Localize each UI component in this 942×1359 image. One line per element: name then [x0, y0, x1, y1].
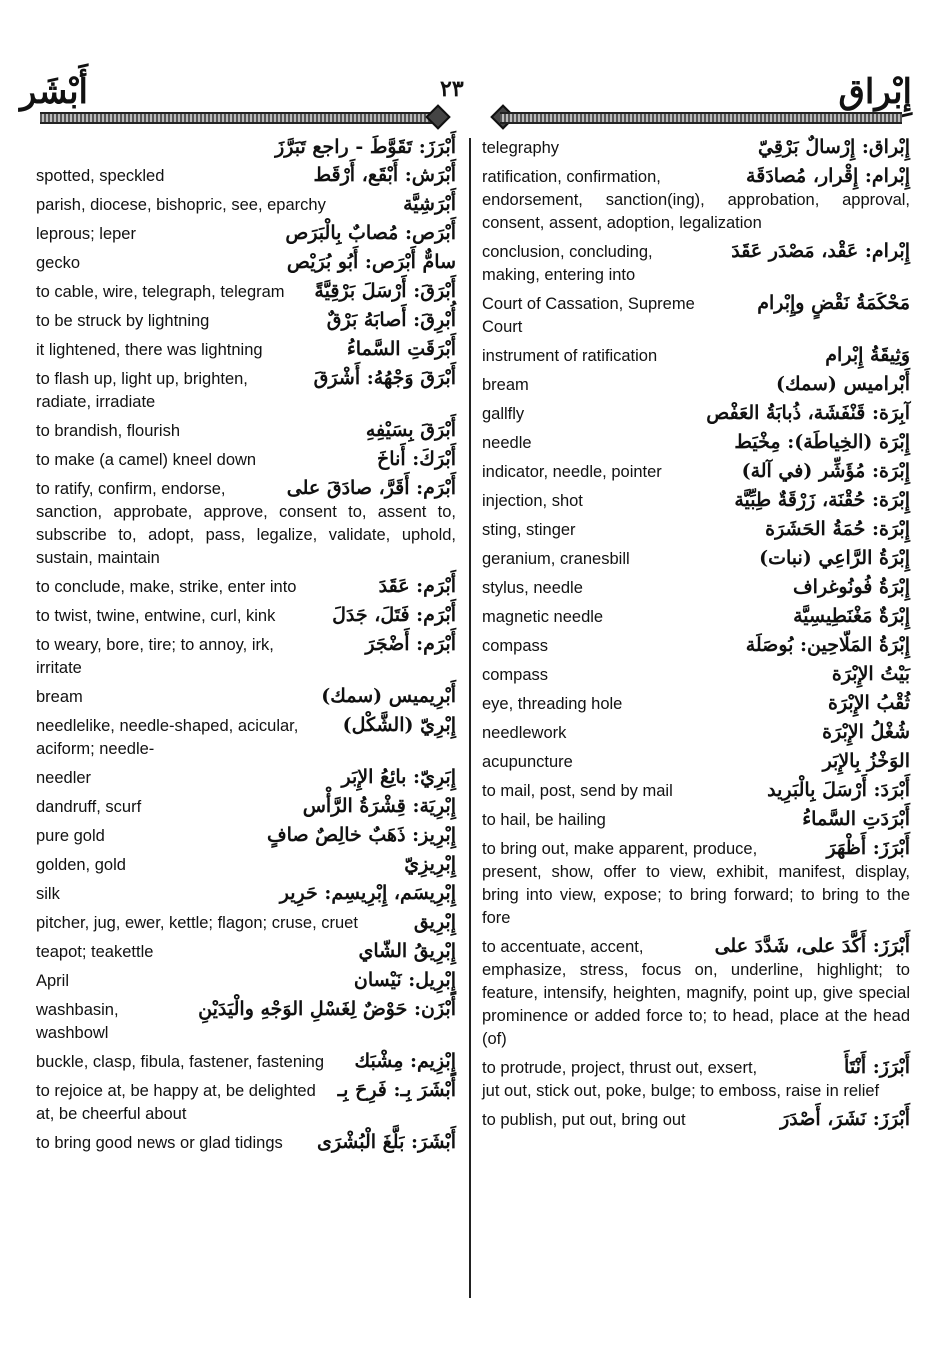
column-divider	[469, 138, 471, 1298]
english-definition: golden, gold	[36, 856, 126, 874]
entry-line	[36, 338, 456, 362]
page-header	[0, 62, 942, 112]
entry-line	[36, 136, 456, 159]
entry-line	[36, 940, 456, 964]
dictionary-entry	[482, 935, 910, 1051]
english-definition: to make (a camel) kneel down	[36, 451, 257, 469]
english-definition: to ratify, confirm, endorse,	[36, 480, 226, 498]
entry-line	[36, 309, 456, 333]
english-definition-continued: at, be cheerful about	[36, 1105, 187, 1123]
arabic-headword: أَبْرَشِيَّة	[403, 193, 456, 215]
dictionary-entry	[482, 721, 910, 745]
english-definition: to flash up, light up, brighten,	[36, 370, 248, 388]
dictionary-entry	[36, 766, 456, 790]
entry-line	[36, 882, 456, 906]
english-definition: dandruff, scurf	[36, 798, 142, 816]
english-definition: to cable, wire, telegraph, telegram	[36, 283, 285, 301]
english-definition: bream	[36, 688, 83, 706]
entry-line	[36, 604, 456, 628]
english-definition: to be struck by lightning	[36, 312, 210, 330]
dictionary-entry	[36, 969, 456, 993]
english-definition: to conclude, make, strike, enter into	[36, 578, 297, 596]
arabic-headword: أَبْرَزَ: أَكَّدَ على، شَدَّدَ على	[714, 935, 910, 957]
english-definition: stylus, needle	[482, 579, 583, 597]
english-definition: pitcher, jug, ewer, kettle; flagon; cruse, cruet	[36, 914, 358, 932]
english-definition: to bring out, make apparent, produce,	[482, 840, 758, 858]
english-definition: telegraphy	[482, 139, 560, 157]
entry-line	[482, 692, 910, 716]
english-definition: silk	[36, 885, 60, 903]
header-rule-left	[40, 112, 438, 124]
arabic-headword: آبِرَة: قَنْفَشَة، ذُبابَةُ العَفْص	[706, 402, 910, 424]
entry-line	[36, 193, 456, 217]
dictionary-entry	[482, 692, 910, 716]
dictionary-entry	[36, 714, 456, 761]
dictionary-entry	[482, 518, 910, 542]
dictionary-entry	[36, 1079, 456, 1126]
arabic-headword: أَبْشَرَ بِـ: فَرِحَ بِـ	[337, 1079, 456, 1101]
english-definition-continued: making, entering into	[482, 266, 636, 284]
english-definition: buckle, clasp, fibula, fastener, fastening	[36, 1053, 325, 1071]
arabic-headword: إِبْرَة: حُمَةُ الحَشَرَة	[765, 518, 910, 540]
english-definition: indicator, needle, pointer	[482, 463, 662, 481]
arabic-headword: أَبْراميس (سمك)	[776, 373, 910, 395]
arabic-headword: إِبْراق: إِرْسالٌ بَرْقِيّ	[758, 136, 910, 158]
arabic-headword: أَبْزَن: حَوْضٌ لِغَسْلِ الوَجْهِ والْيَدَيْنِ	[198, 998, 456, 1020]
dictionary-entry	[36, 419, 456, 443]
entry-line	[36, 280, 456, 304]
english-definition: acupuncture	[482, 753, 573, 771]
english-definition: needler	[36, 769, 92, 787]
dictionary-entry	[36, 575, 456, 599]
entry-line	[36, 477, 456, 501]
dictionary-entry	[482, 663, 910, 687]
english-definition: ratification, confirmation,	[482, 168, 661, 186]
entry-line	[482, 605, 910, 629]
entry-line	[482, 663, 910, 687]
entry-line	[36, 448, 456, 472]
entry-line	[482, 165, 910, 189]
english-definition-continued: present, show, offer to view, exhibit, manifest, display, bring into view, expose; to bring forward; to bring to the fore	[482, 863, 910, 927]
arabic-headword: سامٌّ أَبْرَص: أَبُو بُرَيْص	[286, 251, 456, 273]
arabic-headword: إِبْرِيقُ الشّاي	[358, 940, 456, 962]
english-definition-continued: endorsement, sanction(ing), approbation, approval, consent, assent, adoption, legalization	[482, 191, 910, 232]
entry-line	[482, 547, 910, 571]
entry-line	[482, 136, 910, 160]
english-definition: spotted, speckled	[36, 167, 165, 185]
dictionary-entry	[482, 1108, 910, 1132]
dictionary-entry	[482, 808, 910, 832]
dictionary-entry	[36, 367, 456, 414]
entry-line	[36, 633, 456, 657]
entry-line	[36, 998, 456, 1045]
dictionary-entry	[36, 1050, 456, 1074]
english-definition: to accentuate, accent,	[482, 938, 644, 956]
english-definition: conclusion, concluding,	[482, 243, 653, 261]
entry-line	[482, 402, 910, 426]
entry-line	[482, 779, 910, 803]
arabic-headword: أَبْرَزَ: نَشَرَ، أَصْدَرَ	[780, 1108, 910, 1130]
dictionary-entry	[482, 547, 910, 571]
arabic-headword: شُغْلُ الإِبْرَة	[822, 721, 910, 743]
dictionary-entry	[482, 292, 910, 339]
english-definition: to hail, be hailing	[482, 811, 606, 829]
english-definition-continued: Court	[482, 318, 523, 336]
arabic-headword: أَبْرَكَ: أَناخَ	[377, 448, 456, 470]
entry-line	[36, 575, 456, 599]
english-definition: sting, stinger	[482, 521, 576, 539]
english-definition: to brandish, flourish	[36, 422, 180, 440]
english-definition: needle	[482, 434, 532, 452]
dictionary-entry	[36, 824, 456, 848]
arabic-headword: أَبْرَش: أَبْقَع، أَرْقَط	[313, 164, 456, 186]
arabic-headword: أَبْرَقَ: أَرْسَلَ بَرْقِيَّةً	[314, 280, 456, 302]
arabic-headword: إِبْرام: إِقْرار، مُصادَقَة	[746, 165, 910, 187]
dictionary-entry	[482, 136, 910, 160]
arabic-headword: إِبَرِيّ: بائِعُ الإِبَر	[341, 766, 456, 788]
entry-line	[482, 576, 910, 600]
entry-line	[36, 1050, 456, 1074]
english-definition: Court of Cassation, Supreme	[482, 295, 695, 313]
entry-line	[482, 1108, 910, 1132]
entry-line	[36, 714, 456, 738]
dictionary-entry	[482, 576, 910, 600]
left-column	[36, 136, 456, 1160]
dictionary-entry	[36, 309, 456, 333]
dictionary-entry	[482, 165, 910, 235]
english-definition: to mail, post, send by mail	[482, 782, 673, 800]
arabic-headword: إِبْرِيسَم، إِبْرِيسِم: حَرِير	[279, 882, 456, 904]
english-definition: compass	[482, 637, 549, 655]
english-definition: washbasin, washbowl	[36, 1001, 119, 1042]
entry-line	[36, 1079, 456, 1103]
dictionary-entry	[36, 448, 456, 472]
english-definition: pure gold	[36, 827, 105, 845]
arabic-headword: أَبْرَص: مُصابٌ بِالْبَرَص	[285, 222, 456, 244]
guide-word-left: أَبْشَر	[20, 72, 88, 112]
arabic-headword: أَبْرَم: أَقَرَّ، صادَقَ على	[286, 477, 456, 499]
entry-line	[36, 766, 456, 790]
entry-line	[36, 911, 456, 935]
entry-line	[482, 489, 910, 513]
entry-line	[36, 824, 456, 848]
english-definition: to protrude, project, thrust out, exsert,	[482, 1059, 758, 1077]
entry-line	[482, 634, 910, 658]
entry-line	[482, 837, 910, 861]
dictionary-entry	[36, 998, 456, 1045]
entry-line	[36, 1131, 456, 1155]
english-definition-continued: irritate	[36, 659, 82, 677]
diamond-ornament-left	[425, 104, 450, 129]
dictionary-entry	[482, 402, 910, 426]
arabic-headword: أَبْرَزَ: تَقَوَّطَ - راجع تَبَرَّزَ	[275, 136, 456, 158]
entry-line	[482, 721, 910, 745]
dictionary-entry	[482, 634, 910, 658]
dictionary-entry	[482, 837, 910, 930]
english-definition: gallfly	[482, 405, 525, 423]
dictionary-entry	[36, 940, 456, 964]
entry-line	[482, 292, 910, 316]
arabic-headword: إِبْرِيزِيّ	[404, 853, 456, 875]
arabic-headword: أَبْرَم: فَتَلَ، جَدَلَ	[332, 604, 456, 626]
arabic-headword: أَبْرَم: عَقَدَ	[378, 575, 456, 597]
english-definition: eye, threading hole	[482, 695, 623, 713]
entry-line	[482, 750, 910, 774]
english-definition-continued: emphasize, stress, focus on, underline, highlight; to feature, intensify, heighten, magnify, point up, give special prominence or added force to; to head, place at the head (of)	[482, 961, 910, 1048]
dictionary-entry	[36, 136, 456, 159]
arabic-headword: أَبْرَقَ بِسَيْفِهِ	[365, 419, 456, 441]
arabic-headword: إِبْرِيل: نَيْسان	[353, 969, 456, 991]
entry-line	[36, 164, 456, 188]
arabic-headword: أَبْرِيميس (سمك)	[321, 685, 456, 707]
english-definition: teapot; teakettle	[36, 943, 154, 961]
dictionary-entry	[36, 853, 456, 877]
arabic-headword: وَثِيقَةُ إِبْرام	[825, 344, 910, 366]
arabic-headword: إِبْرِيق	[413, 911, 456, 933]
english-definition: needlelike, needle-shaped, acicular,	[36, 717, 299, 735]
dictionary-entry	[482, 431, 910, 455]
arabic-headword: إِبْرَة (الخِياطَة): مِخْيَط	[734, 431, 910, 453]
entry-line	[482, 240, 910, 264]
english-definition: geranium, cranesbill	[482, 550, 630, 568]
english-definition: to twist, twine, entwine, curl, kink	[36, 607, 276, 625]
dictionary-entry	[36, 338, 456, 362]
english-definition-continued: aciform; needle-	[36, 740, 155, 758]
entry-line	[36, 419, 456, 443]
dictionary-entry	[36, 604, 456, 628]
english-definition: to weary, bore, tire; to annoy, irk,	[36, 636, 274, 654]
entry-line	[482, 344, 910, 368]
english-definition: magnetic needle	[482, 608, 604, 626]
entry-line	[36, 367, 456, 391]
english-definition: bream	[482, 376, 529, 394]
english-definition: to publish, put out, bring out	[482, 1111, 686, 1129]
dictionary-entry	[482, 489, 910, 513]
entry-line	[36, 795, 456, 819]
arabic-headword: الوَخْزُ بِالإِبَر	[822, 750, 910, 772]
english-definition: it lightened, there was lightning	[36, 341, 263, 359]
dictionary-entry	[36, 280, 456, 304]
right-column	[482, 136, 910, 1137]
arabic-headword: إِبْرَةٌ مَغْنَطِيسِيَّة	[793, 605, 910, 627]
english-definition: to bring good news or glad tidings	[36, 1134, 283, 1152]
dictionary-entry	[482, 240, 910, 287]
arabic-headword: ثُقْبُ الإِبْرَة	[827, 692, 910, 714]
entry-line	[482, 431, 910, 455]
arabic-headword: إِبْرَةُ المَلّاحِين: بُوصَلَة	[745, 634, 910, 656]
arabic-headword: إِبْرِيَة: قِشْرَةُ الرَّأْس	[302, 795, 456, 817]
dictionary-entry	[36, 911, 456, 935]
entry-line	[36, 853, 456, 877]
entry-line	[36, 685, 456, 709]
arabic-headword: مَحْكَمَةُ نَقْضٍ وإِبْرام	[757, 292, 910, 314]
entry-line	[36, 969, 456, 993]
english-definition: injection, shot	[482, 492, 583, 510]
dictionary-entry	[36, 795, 456, 819]
entry-line	[482, 518, 910, 542]
header-rule-right	[500, 112, 902, 124]
dictionary-entry	[482, 605, 910, 629]
english-definition-continued: jut out, stick out, poke, bulge; to emboss, raise in relief	[482, 1082, 880, 1100]
entry-line	[482, 373, 910, 397]
dictionary-entry	[482, 1056, 910, 1103]
arabic-headword: أَبْرَم: أَضْجَرَ	[365, 633, 456, 655]
arabic-headword: أُبْرِقَ: أَصابَهُ بَرْقٌ	[326, 309, 456, 331]
arabic-headword: أَبْرَزَ: أَظْهَرَ	[826, 837, 910, 859]
dictionary-entry	[36, 477, 456, 570]
entry-line	[36, 251, 456, 275]
english-definition: gecko	[36, 254, 81, 272]
arabic-headword: أَبْرَزَ: أَنْتَأَ	[844, 1056, 910, 1078]
english-definition: needlework	[482, 724, 567, 742]
entry-line	[482, 1056, 910, 1080]
english-definition: compass	[482, 666, 549, 684]
entry-line	[482, 808, 910, 832]
dictionary-entry	[36, 685, 456, 709]
entry-line	[482, 935, 910, 959]
arabic-headword: إِبْرام: عَقْد، مَصْدَر عَقَدَ	[731, 240, 910, 262]
english-definition: parish, diocese, bishopric, see, eparchy	[36, 196, 326, 214]
dictionary-entry	[36, 882, 456, 906]
arabic-headword: أَبْرَدَ: أَرْسَلَ بِالْبَرِيد	[767, 779, 910, 801]
dictionary-entry	[482, 373, 910, 397]
english-definition: April	[36, 972, 70, 990]
english-definition: instrument of ratification	[482, 347, 658, 365]
arabic-headword: أَبْرَقَتِ السَّماءُ	[346, 338, 456, 360]
english-definition: to rejoice at, be happy at, be delighted	[36, 1082, 316, 1100]
dictionary-entry	[36, 193, 456, 217]
dictionary-entry	[36, 222, 456, 246]
arabic-headword: إِبْرَةُ فُونُوغراف	[792, 576, 910, 598]
entry-line	[482, 460, 910, 484]
arabic-headword: إِبْرَةُ الرَّاعِي (نبات)	[759, 547, 910, 569]
arabic-headword: إِبْرَة: مُؤَشِّر (في آلة)	[741, 460, 910, 482]
english-definition: leprous; leper	[36, 225, 136, 243]
arabic-headword: أَبْرَقَ وَجْهُهُ: أَشْرَقَ	[313, 367, 456, 389]
arabic-headword: إِبْزِيم: مِشْبَك	[354, 1050, 456, 1072]
arabic-headword: إِبْرَة: حُقْنَة، زَرْقَةٌ طِبِّيَّة	[734, 489, 910, 511]
dictionary-entry	[482, 779, 910, 803]
english-definition-continued: sanction, approbate, approve, consent to, assent to, subscribe to, adopt, pass, legalize, validate, uphold, sustain, maintain	[36, 503, 456, 567]
arabic-headword: إِبْرِيز: ذَهَبٌ خالِصٌ صافٍ	[266, 824, 456, 846]
guide-word-right: إِبْراق	[838, 72, 912, 112]
dictionary-entry	[36, 251, 456, 275]
page-number: ٢٣	[440, 76, 464, 102]
dictionary-entry	[36, 633, 456, 680]
arabic-headword: إِبْرِيّ (الشَّكْل)	[342, 714, 456, 736]
entry-line	[36, 222, 456, 246]
dictionary-entry	[482, 344, 910, 368]
dictionary-entry	[36, 1131, 456, 1155]
dictionary-entry	[482, 750, 910, 774]
dictionary-entry	[36, 164, 456, 188]
arabic-headword: أَبْشَرَ: بَلَّغَ الْبُشْرَى	[316, 1131, 456, 1153]
english-definition-continued: radiate, irradiate	[36, 393, 156, 411]
arabic-headword: أَبْرَدَتِ السَّماءُ	[802, 808, 910, 830]
arabic-headword: بَيْتُ الإِبْرَة	[831, 663, 910, 685]
dictionary-entry	[482, 460, 910, 484]
